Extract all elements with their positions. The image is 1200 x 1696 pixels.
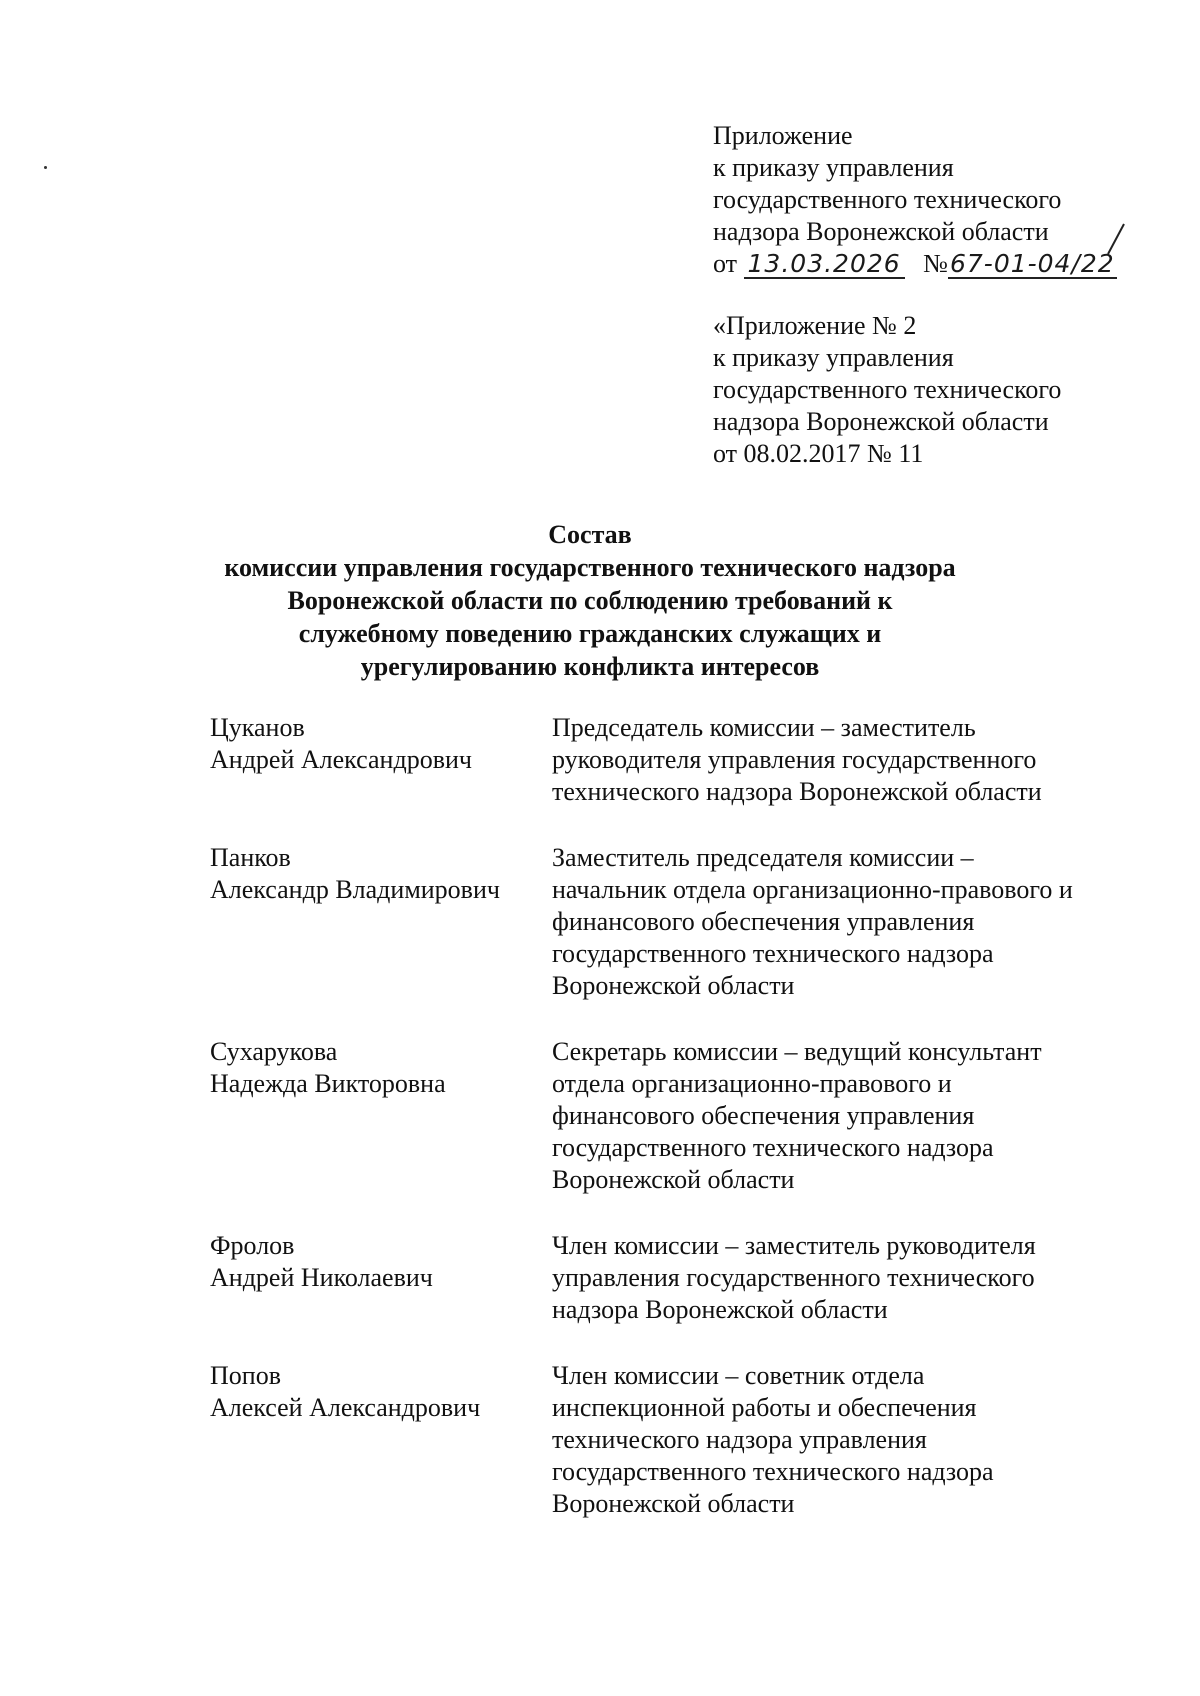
member-role (552, 842, 1170, 1002)
appendix-reference-block (713, 310, 1163, 470)
heading-title: Состав (548, 520, 632, 549)
heading-line: служебному поведению гражданских служащих и (298, 619, 882, 648)
role-line: технического надзора Воронежской области (552, 777, 1042, 806)
member-surname: Сухарукова (210, 1037, 338, 1066)
approval-line: надзора Воронежской области (713, 217, 1049, 246)
member-name (210, 1036, 552, 1196)
scan-speck (44, 166, 47, 169)
role-line: руководителя управления государственного (552, 745, 1037, 774)
appendix-ref-line: к приказу управления (713, 343, 954, 372)
member-row (210, 1036, 1170, 1196)
member-name (210, 842, 552, 1002)
role-line: Заместитель председателя комиссии – (552, 843, 974, 872)
heading-line: комиссии управления государственного технического надзора (224, 553, 956, 582)
appendix-ref-line: государственного технического (713, 375, 1062, 404)
member-surname: Цуканов (210, 713, 305, 742)
role-line: Воронежской области (552, 971, 795, 1000)
member-given-names: Андрей Александрович (210, 745, 472, 774)
date-prefix: от (713, 249, 738, 278)
role-line: финансового обеспечения управления (552, 907, 975, 936)
member-given-names: Андрей Николаевич (210, 1263, 433, 1292)
member-list (210, 712, 1170, 1554)
approval-line: Приложение (713, 121, 853, 150)
member-row (210, 1360, 1170, 1520)
heading-line: Воронежской области по соблюдению требований к (287, 586, 893, 615)
member-surname: Фролов (210, 1231, 295, 1260)
appendix-ref-line: от 08.02.2017 № 11 (713, 439, 924, 468)
member-role (552, 712, 1170, 808)
member-given-names: Александр Владимирович (210, 875, 500, 904)
member-role (552, 1230, 1170, 1326)
member-name (210, 1230, 552, 1326)
member-role (552, 1036, 1170, 1196)
member-row (210, 712, 1170, 808)
role-line: отдела организационно-правового и (552, 1069, 952, 1098)
number-prefix: № (923, 249, 948, 278)
member-surname: Панков (210, 843, 291, 872)
order-date-number-line (713, 248, 1163, 280)
approval-block (713, 120, 1163, 470)
role-line: государственного технического надзора (552, 1133, 994, 1162)
role-line: Воронежской области (552, 1489, 795, 1518)
appendix-ref-line: надзора Воронежской области (713, 407, 1049, 436)
member-row (210, 842, 1170, 1002)
member-role (552, 1360, 1170, 1520)
role-line: Член комиссии – заместитель руководителя (552, 1231, 1036, 1260)
role-line: технического надзора управления (552, 1425, 927, 1454)
role-line: надзора Воронежской области (552, 1295, 888, 1324)
member-given-names: Надежда Викторовна (210, 1069, 446, 1098)
role-line: Секретарь комиссии – ведущий консультант (552, 1037, 1042, 1066)
role-line: управления государственного технического (552, 1263, 1035, 1292)
member-given-names: Алексей Александрович (210, 1393, 481, 1422)
role-line: инспекционной работы и обеспечения (552, 1393, 977, 1422)
role-line: Член комиссии – советник отдела (552, 1361, 925, 1390)
role-line: Воронежской области (552, 1165, 795, 1194)
handwritten-number: 67-01-04/22 (949, 249, 1115, 278)
role-line: государственного технического надзора (552, 939, 994, 968)
member-surname: Попов (210, 1361, 281, 1390)
heading-line: урегулированию конфликта интересов (360, 652, 820, 681)
member-name (210, 1360, 552, 1520)
approval-line: к приказу управления (713, 153, 954, 182)
member-row (210, 1230, 1170, 1326)
role-line: финансового обеспечения управления (552, 1101, 975, 1130)
document-heading (150, 518, 1030, 683)
handwritten-date: 13.03.2026 (744, 251, 905, 279)
appendix-ref-line: «Приложение № 2 (713, 311, 917, 340)
approval-line: государственного технического (713, 185, 1062, 214)
role-line: государственного технического надзора (552, 1457, 994, 1486)
member-name (210, 712, 552, 808)
role-line: Председатель комиссии – заместитель (552, 713, 976, 742)
role-line: начальник отдела организационно-правового и (552, 875, 1073, 904)
